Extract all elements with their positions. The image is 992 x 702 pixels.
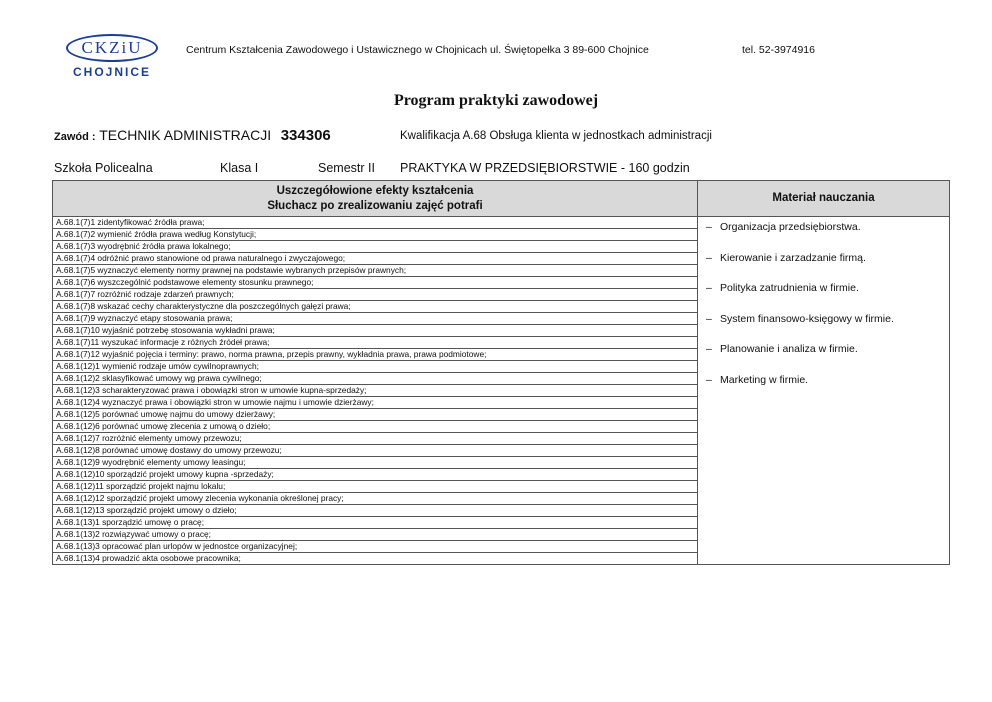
outcome-cell: A.68.1(12)5 porównać umowę najmu do umowy dzierżawy; [53,409,698,421]
outcome-cell: A.68.1(7)4 odróżnić prawo stanowione od prawa naturalnego i zwyczajowego; [53,253,698,265]
bullet-dash: – [706,221,712,233]
school-type: Szkoła Policealna [54,161,153,175]
material-item [706,252,949,283]
outcome-cell: A.68.1(12)2 sklasyfikować umowy wg prawa cywilnego; [53,373,698,385]
qualification: Kwalifikacja A.68 Obsługa klienta w jednostkach administracji [400,130,712,142]
bullet-dash: – [706,312,712,325]
outcome-cell: A.68.1(12)11 sporządzić projekt najmu lokalu; [53,481,698,493]
materials-header: Materiał nauczania [698,181,950,217]
profession-code: 334306 [280,127,331,144]
class-label: Klasa I [220,161,259,175]
outcome-cell: A.68.1(12)1 wymienić rodzaje umów cywilnoprawnych; [53,361,698,373]
material-item [706,282,949,313]
bullet-dash: – [706,251,712,264]
outcome-cell: A.68.1(12)12 sporządzić projekt umowy zlecenia wykonania określonej pracy; [53,493,698,505]
logo-sub-text: CHOJNICE [72,65,151,79]
outcomes-header [53,181,698,217]
outcome-cell: A.68.1(13)1 sporządzić umowę o pracę; [53,517,698,529]
outcome-cell: A.68.1(7)10 wyjaśnić potrzebę stosowania wykładni prawa; [53,325,698,337]
materials-cell [698,217,950,565]
outcome-cell: A.68.1(12)9 wyodrębnić elementy umowy leasingu; [53,457,698,469]
material-text: Marketing w firmie. [720,373,809,386]
institution-phone: tel. 52-3974916 [742,44,815,56]
outcome-cell: A.68.1(7)6 wyszczególnić podstawowe elementy stosunku prawnego; [53,277,698,289]
material-item [706,343,949,374]
outcome-cell: A.68.1(7)7 rozróżnić rodzaje zdarzeń prawnych; [53,289,698,301]
material-text: Polityka zatrudnienia w firmie. [720,282,859,294]
outcomes-header-line2: Słuchacz po zrealizowaniu zajęć potrafi [267,199,483,212]
outcomes-header-line1: Uszczegółowione efekty kształcenia [276,184,474,197]
outcome-cell: A.68.1(12)8 porównać umowę dostawy do umowy przewozu; [53,445,698,457]
logo-main-text: CKZiU [66,34,158,62]
profession-name: TECHNIK ADMINISTRACJI [99,127,272,143]
outcome-cell: A.68.1(13)4 prowadzić akta osobowe pracownika; [53,553,698,565]
outcome-cell: A.68.1(7)1 zidentyfikować źródła prawa; [53,217,698,229]
outcome-cell: A.68.1(12)3 scharakteryzować prawa i obowiązki stron w umowie kupna-sprzedaży; [53,385,698,397]
outcome-cell: A.68.1(7)2 wymienić źródła prawa według Konstytucji; [53,229,698,241]
outcome-cell: A.68.1(12)10 sporządzić projekt umowy kupna -sprzedaży; [53,469,698,481]
outcome-cell: A.68.1(13)3 opracować plan urlopów w jednostce organizacyjnej; [53,541,698,553]
outcome-cell: A.68.1(13)2 rozwiązywać umowy o pracę; [53,529,698,541]
outcome-cell: A.68.1(7)3 wyodrębnić źródła prawa lokalnego; [53,241,698,253]
bullet-dash: – [706,343,712,355]
material-text: Organizacja przedsiębiorstwa. [720,221,861,233]
material-item [706,313,949,344]
bullet-dash: – [706,373,712,386]
program-table [52,180,950,565]
material-text: Kierowanie i zarzadzanie firmą. [720,251,866,264]
bullet-dash: – [706,282,712,294]
outcome-cell: A.68.1(7)9 wyznaczyć etapy stosowania prawa; [53,313,698,325]
material-item [706,221,949,252]
outcome-cell: A.68.1(12)6 porównać umowę zlecenia z umową o dzieło; [53,421,698,433]
outcome-cell: A.68.1(7)8 wskazać cechy charakterystyczne dla poszczególnych gałęzi prawa; [53,301,698,313]
material-text: Planowanie i analiza w firmie. [720,343,858,355]
outcome-cell: A.68.1(7)12 wyjaśnić pojęcia i terminy: prawo, norma prawna, przepis prawny, wykładnia prawa, prawa podmiotowe; [53,349,698,361]
document-title: Program praktyki zawodowej [393,92,599,109]
school-logo [66,34,158,84]
profession-row [54,127,712,144]
semester-label: Semestr II [318,161,375,175]
profession-label: Zawód : [54,131,96,143]
material-text: System finansowo-księgowy w firmie. [720,312,894,325]
outcome-cell: A.68.1(12)7 rozróżnić elementy umowy przewozu; [53,433,698,445]
institution-address: Centrum Kształcenia Zawodowego i Ustawicznego w Chojnicach ul. Świętopełka 3 89-600 Chojnice [186,44,649,56]
outcome-cell: A.68.1(12)4 wyznaczyć prawa i obowiązki stron w umowie najmu i umowie dzierżawy; [53,397,698,409]
outcome-cell: A.68.1(7)5 wyznaczyć elementy normy prawnej na podstawie wybranych przepisów prawnych; [53,265,698,277]
table-row [53,217,950,229]
table-header-row [53,181,950,217]
practice-label: PRAKTYKA W PRZEDSIĘBIORSTWIE - 160 godzin [400,161,690,175]
outcome-cell: A.68.1(7)11 wyszukać informacje z różnych źródeł prawa; [53,337,698,349]
outcome-cell: A.68.1(12)13 sporządzić projekt umowy o dzieło; [53,505,698,517]
material-item [706,374,949,405]
